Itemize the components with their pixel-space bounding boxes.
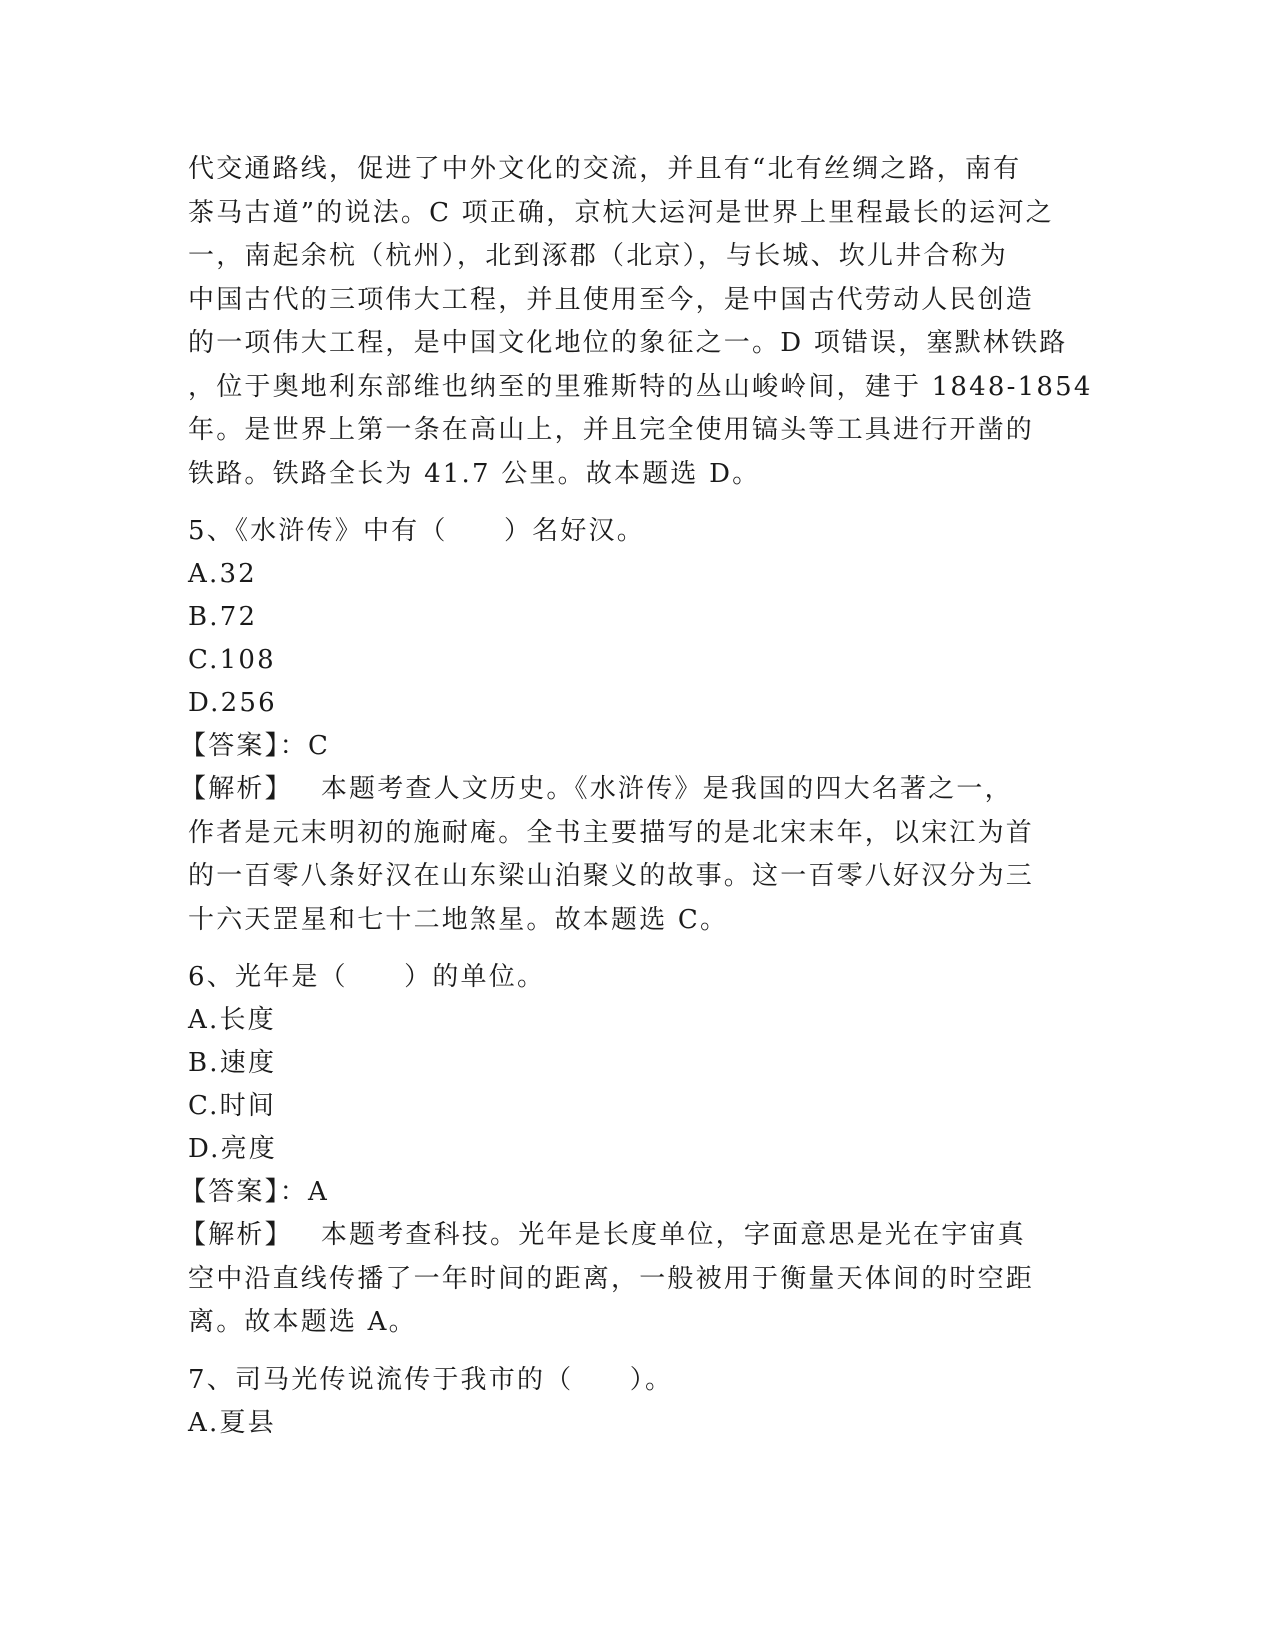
answer-label: 【答案】：: [180, 731, 309, 761]
option-a: A.长度: [188, 1005, 276, 1035]
analysis-label: 【解析】: [180, 774, 293, 804]
previous-analysis-continuation: [188, 148, 1093, 496]
text-line: 离。故本题选 A。: [188, 1307, 417, 1337]
option-b: B.速度: [188, 1048, 277, 1078]
analysis-first-line: [180, 1214, 1088, 1258]
text-line: 茶马古道”的说法。C 项正确，京杭大运河是世界上里程最长的运河之: [188, 197, 1054, 228]
analysis-block: [180, 1214, 1088, 1345]
question-title: 5、《水浒传》中有（ ）名好汉。: [188, 516, 645, 546]
answer-value: C: [308, 731, 331, 761]
text-line: 铁路。铁路全长为 41.7 公里。故本题选 D。: [188, 458, 761, 489]
analysis-label: 【解析】: [180, 1220, 293, 1250]
question-title: 6、光年是（ ）的单位。: [188, 962, 546, 992]
option-c: C.时间: [188, 1091, 277, 1121]
analysis-text: 本题考查人文历史。《水浒传》是我国的四大名著之一，: [320, 774, 1013, 804]
text-line: 代交通路线，促进了中外文化的交流，并且有“北有丝绸之路，南有: [188, 154, 1022, 184]
text-line: 一，南起余杭（杭州），北到涿郡（北京），与长城、坎儿井合称为: [188, 241, 1009, 271]
option-b: B.72: [188, 602, 258, 632]
text-line: 中国古代的三项伟大工程，并且使用至今，是中国古代劳动人民创造: [188, 284, 1035, 315]
question-5: [180, 510, 1088, 942]
document-page: [180, 148, 1093, 1445]
analysis-first-line: [180, 768, 1088, 812]
option-a: A.32: [188, 559, 257, 589]
answer-value: A: [308, 1177, 329, 1207]
text-line: 十六天罡星和七十二地煞星。故本题选 C。: [188, 904, 729, 935]
question-title: 7、司马光传说流传于我市的（ ）。: [188, 1364, 674, 1395]
question-7: [188, 1359, 1088, 1445]
answer-label: 【答案】：: [180, 1177, 309, 1207]
option-c: C.108: [188, 645, 276, 675]
option-d: D.256: [188, 688, 277, 718]
option-a: A.夏县: [188, 1407, 276, 1438]
text-line: 的一项伟大工程，是中国文化地位的象征之一。D 项错误，塞默林铁路: [188, 328, 1068, 358]
question-6: [180, 956, 1088, 1345]
answer-line: [180, 725, 1088, 768]
answer-line: [180, 1171, 1088, 1214]
text-line: ，位于奥地利东部维也纳至的里雅斯特的丛山峻岭间，建于 1848-1854: [188, 371, 1093, 402]
analysis-block: [180, 768, 1088, 942]
option-d: D.亮度: [188, 1134, 277, 1164]
text-line: 年。是世界上第一条在高山上，并且完全使用镐头等工具进行开凿的: [188, 415, 1035, 445]
text-line: 空中沿直线传播了一年时间的距离，一般被用于衡量天体间的时空距: [188, 1263, 1035, 1294]
text-line: 的一百零八条好汉在山东梁山泊聚义的故事。这一百零八好汉分为三: [188, 861, 1035, 891]
analysis-text: 本题考查科技。光年是长度单位，字面意思是光在宇宙真: [320, 1220, 1026, 1250]
text-line: 作者是元末明初的施耐庵。全书主要描写的是北宋末年，以宋江为首: [188, 817, 1035, 848]
